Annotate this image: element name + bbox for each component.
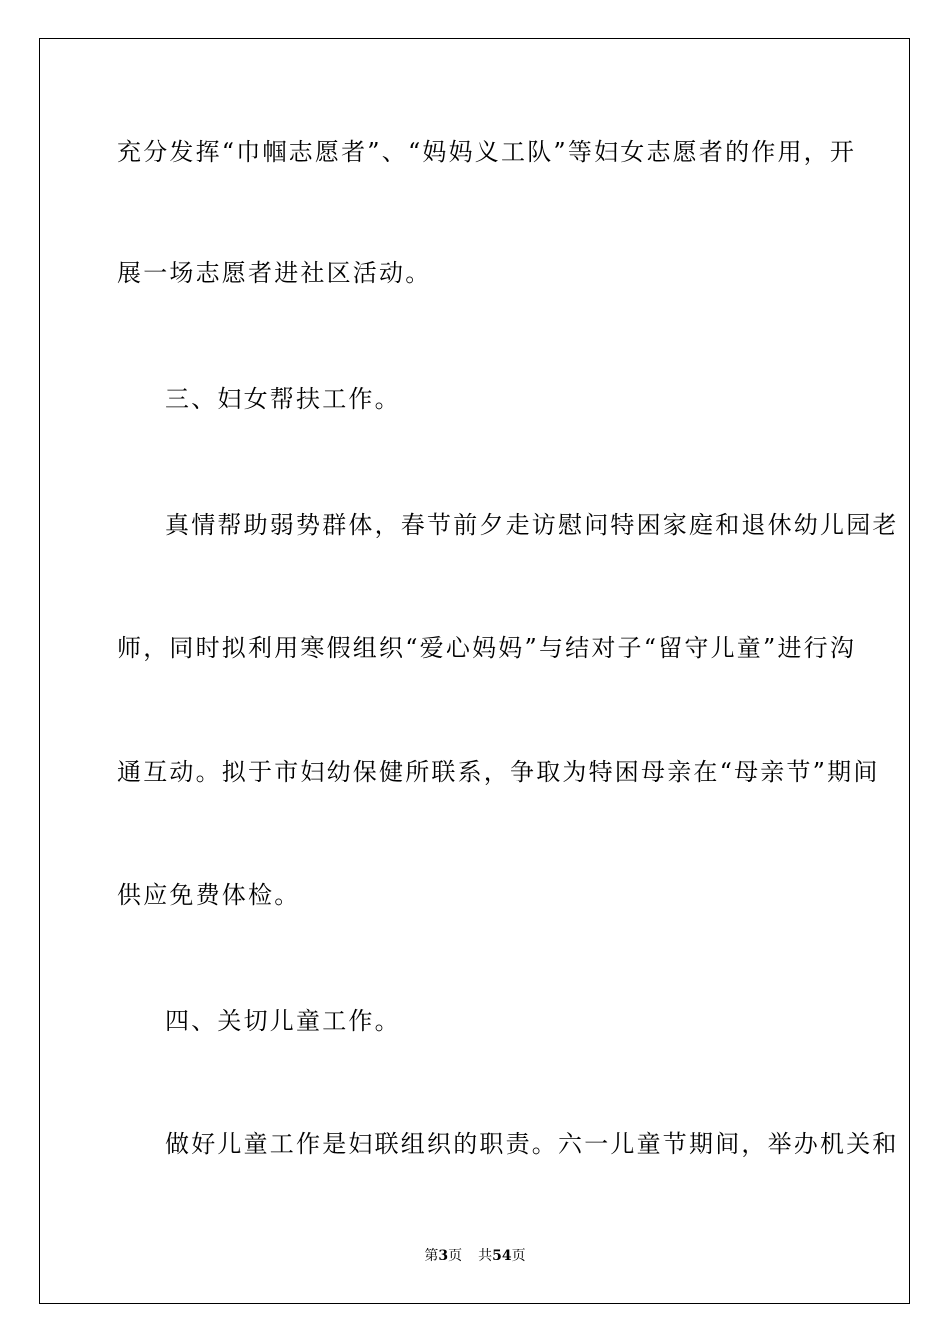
body-text-line: 做好儿童工作是妇联组织的职责。六一儿童节期间，举办机关和 [165, 1130, 899, 1158]
total-prefix: 共 [478, 1248, 493, 1264]
body-text-line: 展一场志愿者进社区活动。 [117, 259, 432, 287]
page-border [39, 38, 910, 1304]
total-pages: 54 [492, 1248, 512, 1264]
body-text-line: 通互动。拟于市妇幼保健所联系，争取为特困母亲在“母亲节”期间 [117, 758, 880, 786]
page-footer [0, 1247, 950, 1265]
section-heading: 三、妇女帮扶工作。 [165, 385, 401, 413]
body-text-line: 供应免费体检。 [117, 881, 301, 909]
total-suffix: 页 [511, 1248, 526, 1264]
page-number: 3 [438, 1248, 449, 1264]
section-heading: 四、关切儿童工作。 [165, 1007, 401, 1035]
page-prefix: 第 [424, 1248, 439, 1264]
body-text-line: 真情帮助弱势群体，春节前夕走访慰问特困家庭和退休幼儿园老 [165, 511, 899, 539]
body-text-line: 充分发挥“巾帼志愿者”、“妈妈义工队”等妇女志愿者的作用，开 [117, 138, 857, 166]
page-suffix: 页 [448, 1248, 463, 1264]
body-text-line: 师，同时拟利用寒假组织“爱心妈妈”与结对子“留守儿童”进行沟 [117, 634, 857, 662]
